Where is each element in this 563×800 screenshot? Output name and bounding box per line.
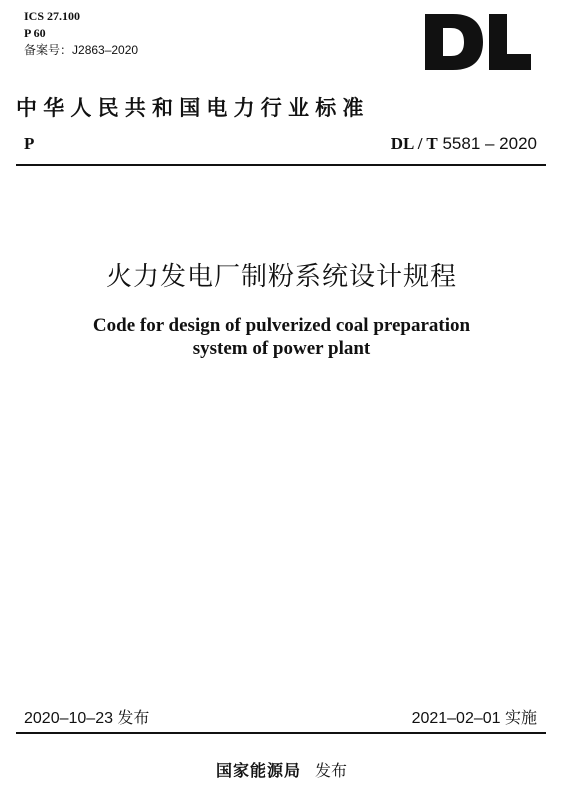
record-label: 备案号：	[24, 43, 73, 57]
record-number	[24, 42, 138, 59]
header-rule	[16, 164, 546, 166]
standard-number	[391, 134, 537, 154]
issuer	[0, 758, 563, 781]
dl-logo	[423, 12, 533, 72]
classification-code: P	[24, 134, 35, 153]
standard-code: 5581 – 2020	[442, 134, 537, 153]
footer-rule	[16, 732, 546, 734]
english-title-line-1: Code for design of pulverized coal preparation	[92, 315, 471, 336]
issue-date: 2020–10–23 发布	[24, 710, 150, 727]
record-value: J2863–2020	[72, 43, 139, 57]
english-title-line-2: system of power plant	[192, 338, 371, 359]
chinese-title: 火力发电厂制粉系统设计规程	[105, 262, 457, 292]
issuer-organization: 国家能源局	[215, 761, 301, 780]
ccs-code: P 60	[24, 26, 46, 40]
english-title	[0, 314, 563, 360]
effective-date: 2021–02–01 实施	[411, 710, 537, 727]
industry-standard-banner: 中华人民共和国电力行业标准	[16, 96, 370, 120]
ics-code: ICS 27.100	[24, 9, 81, 23]
issuer-action: 发布	[315, 761, 348, 780]
standard-prefix: DL / T	[390, 134, 438, 153]
